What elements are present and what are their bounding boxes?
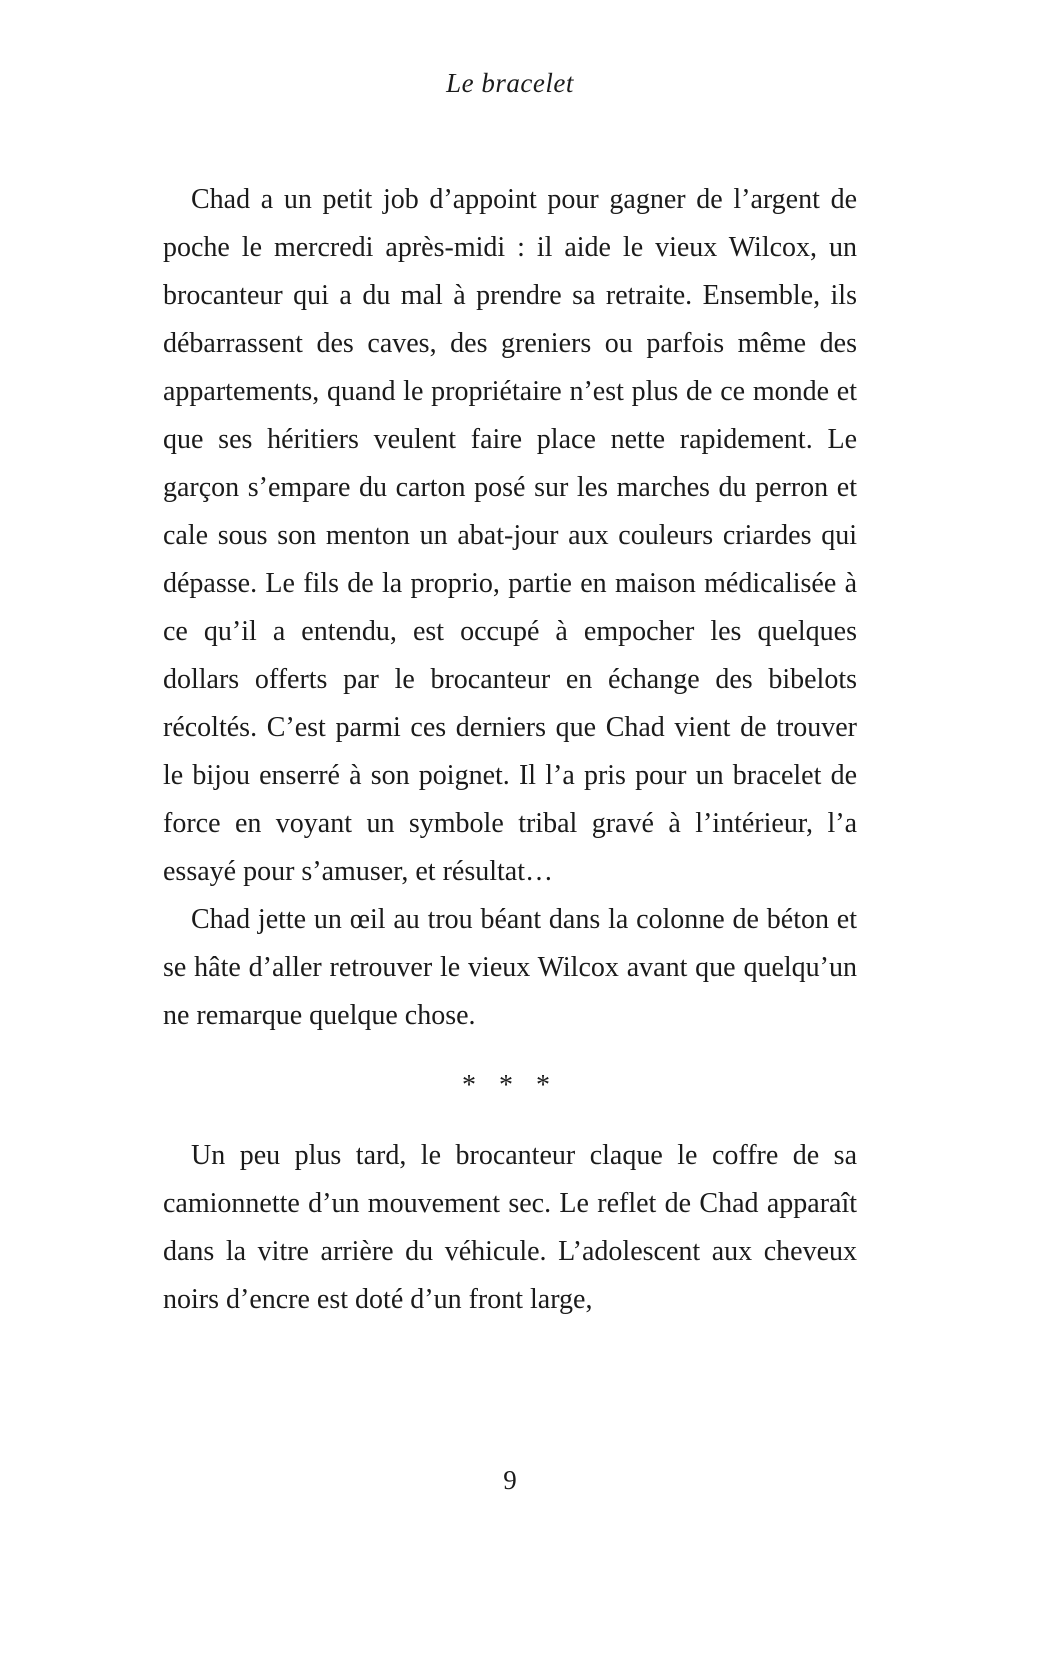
page-number: 9 — [503, 1465, 517, 1495]
paragraph: Chad a un petit job d’appoint pour gagner de l’argent de poche le mercredi après-midi : il aide le vieux Wilcox, un brocanteur qui a du mal à prendre sa retraite. Ensemble, ils débarrassent des caves, des greniers ou parfois même des appartements, quand le propriétaire n’est plus de ce monde et que ses héritiers veulent faire place nette rapidement. Le garçon s’empare du carton posé sur les marches du perron et cale sous son menton un abat-jour aux couleurs criardes qui dépasse. Le fils de la proprio, partie en maison médicalisée à ce qu’il a entendu, est occupé à empocher les quelques dollars offerts par le brocanteur en échange des bibelots récoltés. C’est parmi ces derniers que Chad vient de trouver le bijou enserré à son poignet. Il l’a pris pour un bracelet de force en voyant un symbole tribal gravé à l’intérieur, l’a essayé pour s’amuser, et résultat… — [163, 184, 857, 887]
text-block — [163, 176, 857, 1324]
section-separator: * * * — [462, 1070, 558, 1101]
running-head: Le bracelet — [446, 68, 574, 98]
paragraph: Un peu plus tard, le brocanteur claque le coffre de sa camionnette d’un mouvement sec. Le reflet de Chad apparaît dans la vitre arrière du véhicule. L’adolescent aux cheveux noirs d’encre est doté d’un front large, — [163, 1140, 857, 1315]
paragraph: Chad jette un œil au trou béant dans la colonne de béton et se hâte d’aller retrouver le vieux Wilcox avant que quelqu’un ne remarque quelque chose. — [163, 904, 857, 1031]
